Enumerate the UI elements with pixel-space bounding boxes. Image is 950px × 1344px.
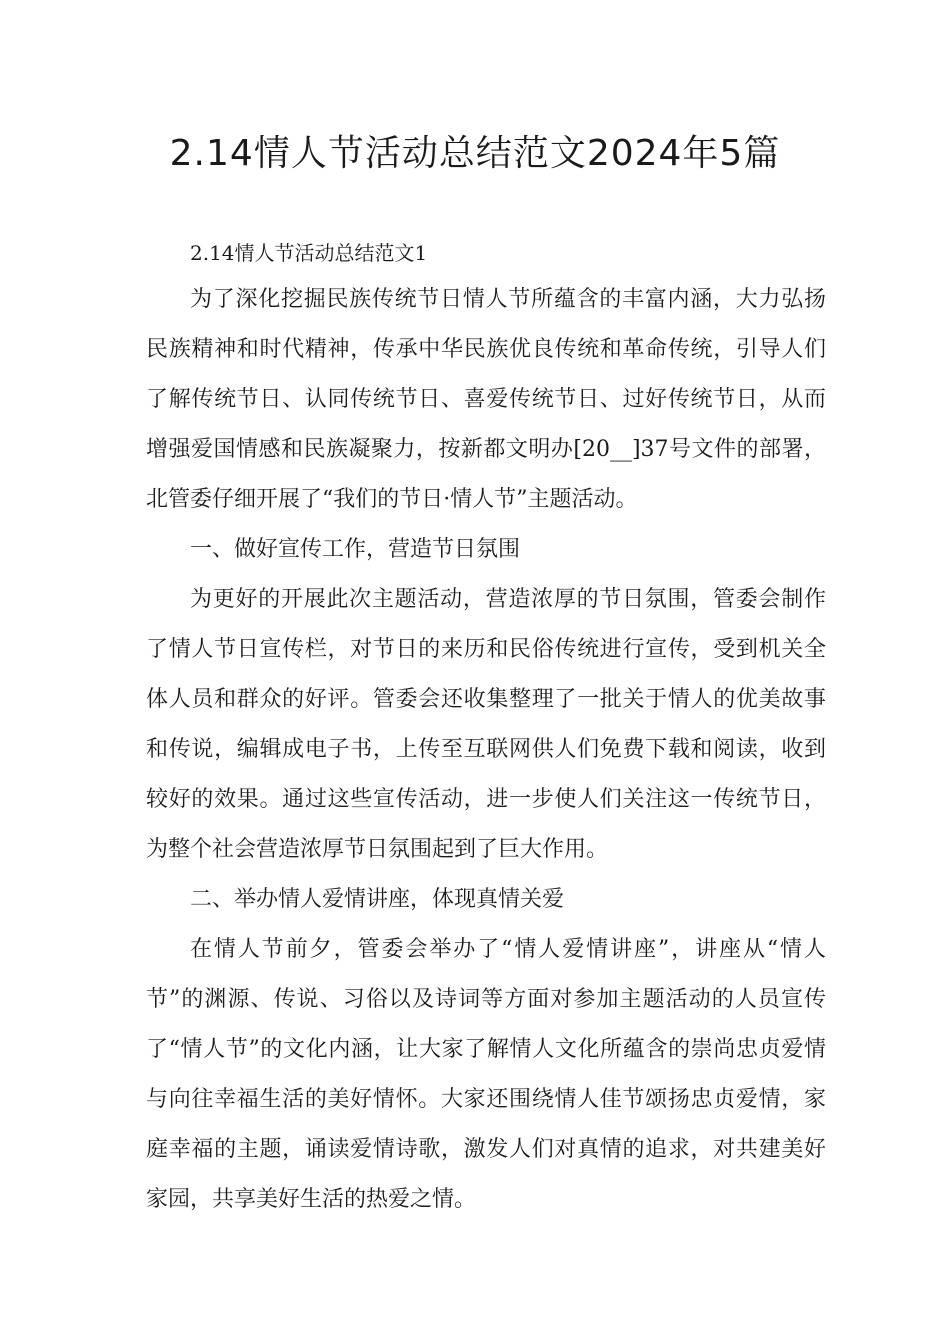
paragraph-lecture: 在情人节前夕，管委会举办了“情人爱情讲座”，讲座从“情人节”的渊源、传说、习俗以及诗词等方面对参加主题活动的人员宣传了“情人节”的文化内涵，让大家了解情人文化所蕴含的崇尚忠贞爱情与向往幸福生活的美好情怀。大家还围绕情人佳节颂扬忠贞爱情，家庭幸福的主题，诵读爱情诗歌，激发人们对真情的追求，对共建美好家园，共享美好生活的热爱之情。 [146, 937, 826, 1212]
section-subtitle: 2.14情人节活动总结范文1 [190, 241, 428, 265]
section-heading-2: 二、举办情人爱情讲座，体现真情关爱 [190, 887, 565, 912]
document-body [146, 231, 826, 1225]
paragraph-intro: 为了深化挖掘民族传统节日情人节所蕴含的丰富内涵，大力弘扬民族精神和时代精神，传承中华民族优良传统和革命传统，引导人们了解传统节日、认同传统节日、喜爱传统节日、过好传统节日，从而增强爱国情感和民族凝聚力，按新都文明办[20__]37号文件的部署，北管委仔细开展了“我们的节日·情人节”主题活动。 [146, 287, 826, 512]
section-heading-1: 一、做好宣传工作，营造节日氛围 [190, 537, 521, 562]
paragraph-publicity: 为更好的开展此次主题活动，营造浓厚的节日氛围，管委会制作了情人节日宣传栏，对节日的来历和民俗传统进行宣传，受到机关全体人员和群众的好评。管委会还收集整理了一批关于情人的优美故事和传说，编辑成电子书，上传至互联网供人们免费下载和阅读，收到较好的效果。通过这些宣传活动，进一步使人们关注这一传统节日，为整个社会营造浓厚节日氛围起到了巨大作用。 [146, 587, 826, 862]
document-title: 2.14情人节活动总结范文2024年5篇 [169, 133, 781, 174]
